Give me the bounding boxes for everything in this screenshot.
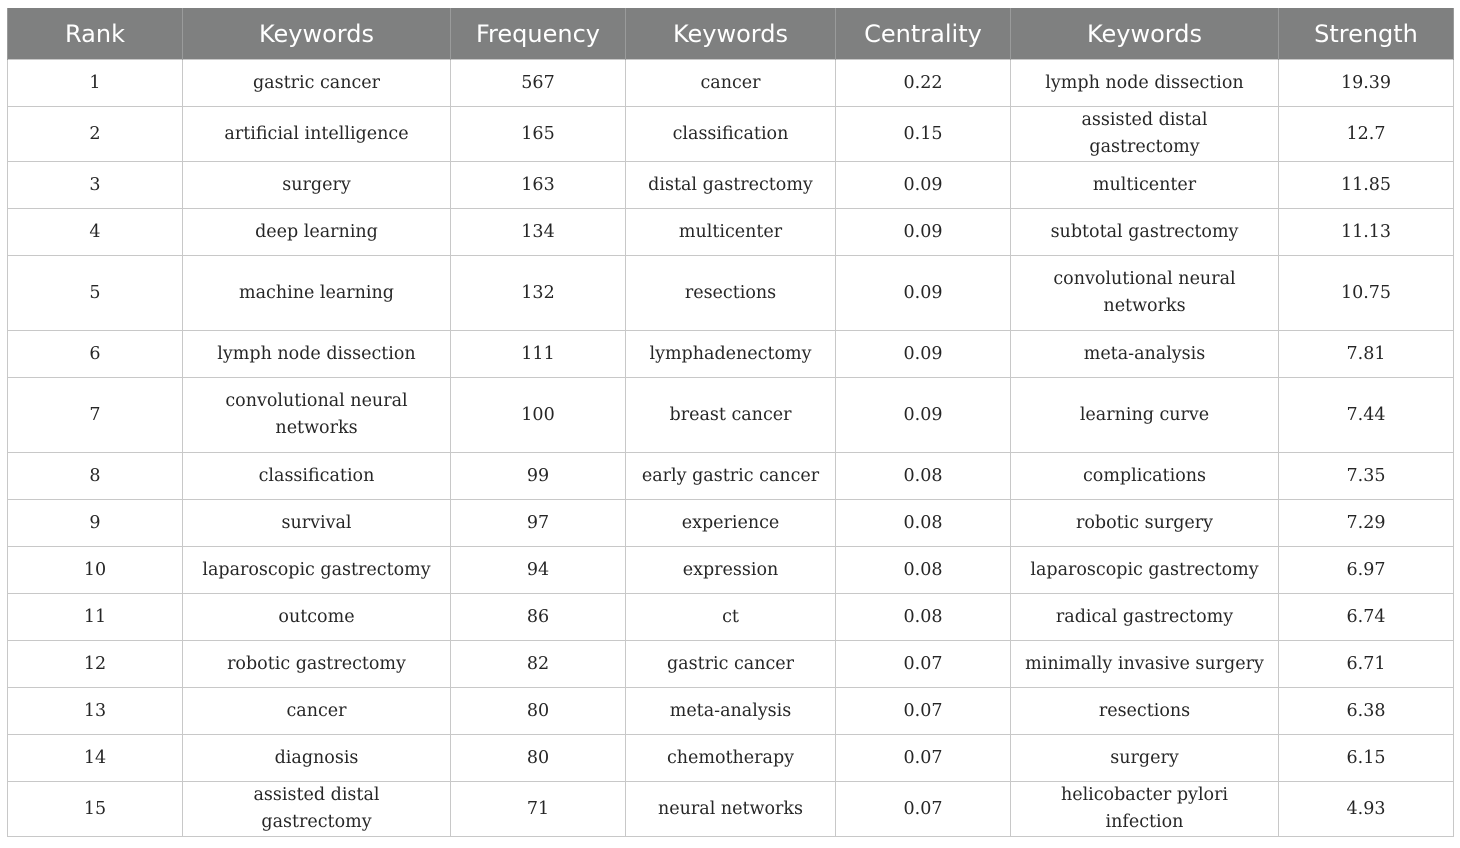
table-row (8, 162, 1454, 209)
cell-rank: 10 (8, 547, 183, 594)
table-row (8, 60, 1454, 107)
cell-centrality: 0.08 (836, 500, 1011, 547)
table-row (8, 688, 1454, 735)
cell-keyword-centrality: early gastric cancer (626, 453, 836, 500)
cell-keyword-frequency: robotic gastrectomy (183, 641, 451, 688)
table-row (8, 641, 1454, 688)
header-keywords-centrality: Keywords (626, 8, 836, 60)
cell-frequency: 567 (451, 60, 626, 107)
table-row (8, 500, 1454, 547)
cell-strength: 6.97 (1279, 547, 1454, 594)
cell-rank: 13 (8, 688, 183, 735)
cell-frequency: 71 (451, 782, 626, 837)
cell-keyword-strength: surgery (1011, 735, 1279, 782)
table-row (8, 594, 1454, 641)
cell-frequency: 82 (451, 641, 626, 688)
cell-centrality: 0.09 (836, 209, 1011, 256)
table-row (8, 256, 1454, 331)
cell-keyword-centrality: gastric cancer (626, 641, 836, 688)
cell-centrality: 0.07 (836, 782, 1011, 837)
table-body (8, 60, 1454, 837)
cell-keyword-frequency: artificial intelligence (183, 107, 451, 162)
cell-keyword-centrality: neural networks (626, 782, 836, 837)
cell-keyword-frequency: outcome (183, 594, 451, 641)
cell-keyword-centrality: classification (626, 107, 836, 162)
cell-keyword-strength: subtotal gastrectomy (1011, 209, 1279, 256)
cell-keyword-frequency: laparoscopic gastrectomy (183, 547, 451, 594)
cell-centrality: 0.09 (836, 162, 1011, 209)
cell-rank: 5 (8, 256, 183, 331)
cell-keyword-strength: laparoscopic gastrectomy (1011, 547, 1279, 594)
table-row (8, 547, 1454, 594)
table-row (8, 331, 1454, 378)
cell-rank: 4 (8, 209, 183, 256)
cell-centrality: 0.07 (836, 641, 1011, 688)
table-row (8, 378, 1454, 453)
cell-centrality: 0.07 (836, 688, 1011, 735)
cell-keyword-frequency: deep learning (183, 209, 451, 256)
header-frequency: Frequency (451, 8, 626, 60)
cell-rank: 11 (8, 594, 183, 641)
cell-keyword-strength: meta-analysis (1011, 331, 1279, 378)
cell-keyword-frequency: cancer (183, 688, 451, 735)
cell-keyword-strength: radical gastrectomy (1011, 594, 1279, 641)
cell-keyword-centrality: resections (626, 256, 836, 331)
cell-keyword-frequency: assisted distal gastrectomy (183, 782, 451, 837)
cell-keyword-strength: learning curve (1011, 378, 1279, 453)
cell-centrality: 0.09 (836, 378, 1011, 453)
cell-frequency: 132 (451, 256, 626, 331)
cell-strength: 7.29 (1279, 500, 1454, 547)
table-row (8, 735, 1454, 782)
cell-keyword-centrality: lymphadenectomy (626, 331, 836, 378)
cell-strength: 6.74 (1279, 594, 1454, 641)
cell-centrality: 0.08 (836, 547, 1011, 594)
cell-keyword-frequency: classification (183, 453, 451, 500)
cell-strength: 19.39 (1279, 60, 1454, 107)
cell-strength: 6.38 (1279, 688, 1454, 735)
cell-keyword-centrality: expression (626, 547, 836, 594)
cell-rank: 8 (8, 453, 183, 500)
cell-keyword-strength: minimally invasive surgery (1011, 641, 1279, 688)
cell-strength: 11.85 (1279, 162, 1454, 209)
cell-strength: 10.75 (1279, 256, 1454, 331)
cell-keyword-strength: convolutional neural networks (1011, 256, 1279, 331)
cell-keyword-centrality: distal gastrectomy (626, 162, 836, 209)
cell-strength: 12.7 (1279, 107, 1454, 162)
cell-frequency: 97 (451, 500, 626, 547)
cell-keyword-strength: resections (1011, 688, 1279, 735)
cell-keyword-frequency: surgery (183, 162, 451, 209)
cell-frequency: 100 (451, 378, 626, 453)
cell-centrality: 0.07 (836, 735, 1011, 782)
cell-centrality: 0.15 (836, 107, 1011, 162)
cell-keyword-centrality: cancer (626, 60, 836, 107)
cell-rank: 3 (8, 162, 183, 209)
cell-keyword-strength: multicenter (1011, 162, 1279, 209)
cell-strength: 4.93 (1279, 782, 1454, 837)
cell-keyword-centrality: multicenter (626, 209, 836, 256)
cell-keyword-frequency: survival (183, 500, 451, 547)
cell-centrality: 0.08 (836, 594, 1011, 641)
cell-frequency: 165 (451, 107, 626, 162)
cell-rank: 6 (8, 331, 183, 378)
cell-keyword-strength: robotic surgery (1011, 500, 1279, 547)
header-row (8, 8, 1454, 60)
cell-centrality: 0.09 (836, 331, 1011, 378)
keywords-table (7, 8, 1454, 837)
cell-keyword-strength: complications (1011, 453, 1279, 500)
header-strength: Strength (1279, 8, 1454, 60)
cell-frequency: 111 (451, 331, 626, 378)
cell-keyword-frequency: gastric cancer (183, 60, 451, 107)
cell-strength: 7.81 (1279, 331, 1454, 378)
cell-rank: 14 (8, 735, 183, 782)
cell-keyword-strength: lymph node dissection (1011, 60, 1279, 107)
cell-keyword-centrality: ct (626, 594, 836, 641)
cell-rank: 2 (8, 107, 183, 162)
table-header (8, 8, 1454, 60)
cell-strength: 7.44 (1279, 378, 1454, 453)
cell-frequency: 99 (451, 453, 626, 500)
cell-frequency: 86 (451, 594, 626, 641)
cell-strength: 6.15 (1279, 735, 1454, 782)
table-row (8, 209, 1454, 256)
table-row (8, 107, 1454, 162)
cell-rank: 9 (8, 500, 183, 547)
header-rank: Rank (8, 8, 183, 60)
cell-keyword-strength: assisted distal gastrectomy (1011, 107, 1279, 162)
header-keywords-frequency: Keywords (183, 8, 451, 60)
cell-keyword-strength: helicobacter pylori infection (1011, 782, 1279, 837)
cell-frequency: 134 (451, 209, 626, 256)
cell-keyword-frequency: diagnosis (183, 735, 451, 782)
cell-centrality: 0.22 (836, 60, 1011, 107)
cell-strength: 7.35 (1279, 453, 1454, 500)
cell-frequency: 80 (451, 688, 626, 735)
cell-frequency: 94 (451, 547, 626, 594)
cell-strength: 6.71 (1279, 641, 1454, 688)
cell-rank: 15 (8, 782, 183, 837)
cell-keyword-centrality: breast cancer (626, 378, 836, 453)
cell-rank: 7 (8, 378, 183, 453)
header-centrality: Centrality (836, 8, 1011, 60)
cell-keyword-frequency: lymph node dissection (183, 331, 451, 378)
table-row (8, 453, 1454, 500)
header-keywords-strength: Keywords (1011, 8, 1279, 60)
cell-keyword-frequency: convolutional neural networks (183, 378, 451, 453)
cell-keyword-centrality: chemotherapy (626, 735, 836, 782)
cell-keyword-centrality: meta-analysis (626, 688, 836, 735)
cell-keyword-centrality: experience (626, 500, 836, 547)
cell-frequency: 163 (451, 162, 626, 209)
cell-rank: 1 (8, 60, 183, 107)
cell-strength: 11.13 (1279, 209, 1454, 256)
cell-centrality: 0.08 (836, 453, 1011, 500)
cell-keyword-frequency: machine learning (183, 256, 451, 331)
cell-centrality: 0.09 (836, 256, 1011, 331)
cell-rank: 12 (8, 641, 183, 688)
cell-frequency: 80 (451, 735, 626, 782)
table-row (8, 782, 1454, 837)
